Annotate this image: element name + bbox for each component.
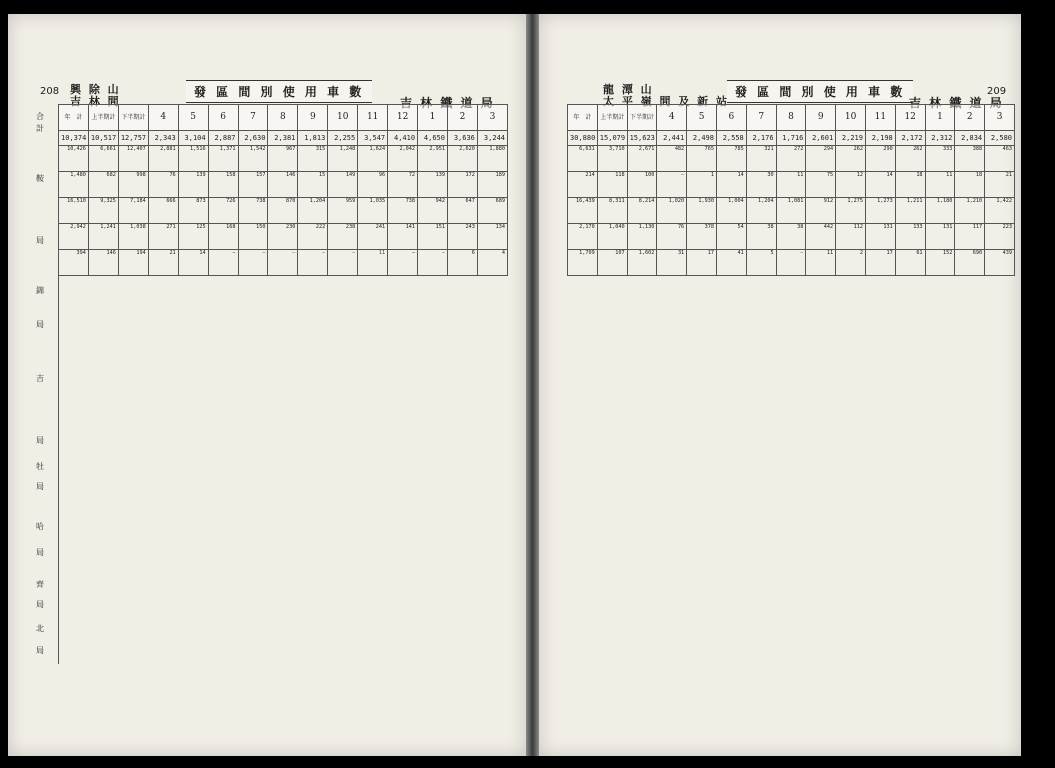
table-cell: 10,374 (59, 131, 89, 146)
table-cell: 11 (358, 250, 388, 276)
table-header-cell: 7 (238, 105, 268, 131)
table-cell: 223 (985, 224, 1015, 250)
right-table-title: 發 區 間 別 使 用 車 數 (727, 80, 913, 103)
left-row-group-labels (26, 104, 59, 664)
table-cell: 1,248 (328, 146, 358, 172)
table-cell: 4 (477, 250, 507, 276)
table-header-cell: 下半期計 (118, 105, 148, 131)
table-cell: 394 (59, 250, 89, 276)
table-cell: 1,930 (687, 198, 717, 224)
table-cell: 2,176 (746, 131, 776, 146)
table-cell: 11 (806, 250, 836, 276)
table-cell: 1,480 (59, 172, 89, 198)
left-group-label: 局 (36, 320, 44, 329)
table-cell: 321 (746, 146, 776, 172)
table-cell: 2,580 (985, 131, 1015, 146)
table-cell: 666 (148, 198, 178, 224)
table-cell: — (388, 250, 418, 276)
right-bureau-name: 吉 林 鐵 道 局 (909, 96, 1004, 110)
table-cell: 442 (806, 224, 836, 250)
table-cell: 241 (358, 224, 388, 250)
table-cell: 959 (328, 198, 358, 224)
table-cell: 998 (118, 172, 148, 198)
table-cell: 2,881 (148, 146, 178, 172)
table-header-cell: 8 (268, 105, 298, 131)
left-usage-table (58, 104, 508, 276)
table-cell: 1,273 (865, 198, 895, 224)
table-cell: 2,441 (657, 131, 687, 146)
table-cell: 2,834 (955, 131, 985, 146)
right-row-3 (568, 198, 1015, 224)
table-cell: 726 (208, 198, 238, 224)
table-cell: 54 (716, 224, 746, 250)
table-header-cell: 11 (358, 105, 388, 131)
table-cell: 2,601 (806, 131, 836, 146)
table-header-cell: 10 (836, 105, 866, 131)
table-cell: 146 (268, 172, 298, 198)
table-cell: 134 (477, 224, 507, 250)
table-cell: 107 (597, 250, 627, 276)
table-cell: 1,813 (298, 131, 328, 146)
table-cell: 30,880 (568, 131, 598, 146)
table-cell: 2,498 (687, 131, 717, 146)
table-cell: 14 (178, 250, 208, 276)
table-cell: 15,623 (627, 131, 657, 146)
table-cell: 1,516 (178, 146, 208, 172)
left-section-title: 興 除 山 吉 林 間 (70, 83, 121, 108)
table-cell: 290 (865, 146, 895, 172)
left-group-label: 局 (36, 646, 44, 655)
table-cell: 2,620 (447, 146, 477, 172)
table-header-cell: 4 (657, 105, 687, 131)
table-header-cell: 12 (388, 105, 418, 131)
table-cell: 222 (298, 224, 328, 250)
table-cell: 1,204 (298, 198, 328, 224)
table-cell: 41 (716, 250, 746, 276)
table-cell: 1,422 (985, 198, 1015, 224)
table-cell: 15,079 (597, 131, 627, 146)
table-cell: 262 (895, 146, 925, 172)
table-cell: 2,558 (716, 131, 746, 146)
table-cell: — (208, 250, 238, 276)
table-cell: 230 (268, 224, 298, 250)
table-cell: 150 (238, 224, 268, 250)
left-group-label: 牡 (36, 462, 44, 471)
table-cell: 100 (627, 172, 657, 198)
table-header-cell: 2 (955, 105, 985, 131)
table-cell: 6,661 (88, 146, 118, 172)
table-cell: 388 (955, 146, 985, 172)
table-cell: 262 (836, 146, 866, 172)
table-cell: 7,184 (118, 198, 148, 224)
table-cell: 243 (447, 224, 477, 250)
left-page-number: 208 (40, 86, 60, 97)
left-group-label: 局 (36, 548, 44, 557)
right-row-1 (568, 146, 1015, 172)
table-cell: 30 (746, 172, 776, 198)
table-cell: 172 (447, 172, 477, 198)
table-header-cell: 9 (298, 105, 328, 131)
left-group-label: 局 (36, 600, 44, 609)
table-cell: 139 (178, 172, 208, 198)
table-cell: 15 (298, 172, 328, 198)
table-cell: 2,887 (208, 131, 238, 146)
table-cell: 333 (925, 146, 955, 172)
table-cell: 439 (985, 250, 1015, 276)
table-header-cell: 年 計 (59, 105, 89, 131)
table-cell: 873 (178, 198, 208, 224)
table-cell: 1 (687, 172, 717, 198)
table-cell: 1,035 (358, 198, 388, 224)
table-cell: 75 (806, 172, 836, 198)
table-cell: 271 (148, 224, 178, 250)
table-cell: 10,426 (59, 146, 89, 172)
left-group-label: 北 (36, 624, 44, 633)
table-cell: 151 (418, 224, 448, 250)
table-header-cell: 8 (776, 105, 806, 131)
right-section-title: 龍 潭 山 太 平 嶺 間 及 新 站 (603, 83, 729, 108)
table-cell: 2,671 (627, 146, 657, 172)
table-cell: — (776, 250, 806, 276)
table-cell: 72 (388, 172, 418, 198)
table-cell: 682 (88, 172, 118, 198)
table-cell: 238 (328, 224, 358, 250)
table-cell: 76 (148, 172, 178, 198)
table-cell: 1,880 (477, 146, 507, 172)
table-cell: 647 (447, 198, 477, 224)
table-header-cell: 1 (418, 105, 448, 131)
table-cell: 2,172 (895, 131, 925, 146)
table-header-cell: 3 (477, 105, 507, 131)
table-header-cell: 10 (328, 105, 358, 131)
table-header-cell: 4 (148, 105, 178, 131)
left-row-2 (59, 172, 508, 198)
right-row-5 (568, 250, 1015, 276)
left-total-row (59, 131, 508, 146)
table-cell: 149 (328, 172, 358, 198)
table-cell: 1,004 (716, 198, 746, 224)
table-cell: — (657, 172, 687, 198)
table-cell: 1,040 (597, 224, 627, 250)
table-cell: 38 (776, 224, 806, 250)
left-row-4 (59, 224, 508, 250)
table-header-cell: 上半期計 (88, 105, 118, 131)
right-page-header (539, 70, 1021, 110)
table-header-cell: 7 (746, 105, 776, 131)
table-cell: 942 (418, 198, 448, 224)
table-cell: 315 (298, 146, 328, 172)
table-cell: 2,219 (836, 131, 866, 146)
table-cell: 3,547 (358, 131, 388, 146)
table-cell: 3,636 (447, 131, 477, 146)
table-header-cell: 1 (925, 105, 955, 131)
table-cell: 4,410 (388, 131, 418, 146)
left-group-label: 計 (36, 124, 44, 133)
table-cell: 765 (687, 146, 717, 172)
table-cell: 870 (268, 198, 298, 224)
table-cell: 11 (925, 172, 955, 198)
table-cell: 1,038 (118, 224, 148, 250)
table-cell: 738 (388, 198, 418, 224)
table-cell: 5 (746, 250, 776, 276)
table-cell: 4,650 (418, 131, 448, 146)
left-row-1 (59, 146, 508, 172)
table-cell: 2 (836, 250, 866, 276)
left-row-5 (59, 250, 508, 276)
table-cell: — (298, 250, 328, 276)
table-cell: 1,275 (836, 198, 866, 224)
table-cell: 2,312 (925, 131, 955, 146)
table-cell: 18 (895, 172, 925, 198)
table-cell: 9,325 (88, 198, 118, 224)
left-row-3 (59, 198, 508, 224)
table-cell: 8,214 (627, 198, 657, 224)
table-cell: 294 (806, 146, 836, 172)
table-cell: 146 (88, 250, 118, 276)
left-page-header (8, 70, 526, 110)
left-group-label: 局 (36, 236, 44, 245)
left-group-label: 合 (36, 112, 44, 121)
table-cell: 272 (776, 146, 806, 172)
table-cell: 2,042 (388, 146, 418, 172)
table-cell: 14 (865, 172, 895, 198)
table-cell: 21 (148, 250, 178, 276)
table-header-cell: 上半期計 (597, 105, 627, 131)
table-cell: 118 (597, 172, 627, 198)
book-gutter (526, 14, 539, 756)
table-cell: 8,311 (597, 198, 627, 224)
right-row-2 (568, 172, 1015, 198)
table-cell: 12,757 (118, 131, 148, 146)
table-cell: 12 (836, 172, 866, 198)
left-group-label: 齊 (36, 580, 44, 589)
left-group-label: 鞍 (36, 174, 44, 183)
table-cell: 2,170 (568, 224, 598, 250)
left-page (8, 14, 526, 756)
table-cell: 1,081 (776, 198, 806, 224)
table-cell: 1,210 (955, 198, 985, 224)
table-cell: 1,716 (776, 131, 806, 146)
table-cell: 1,542 (238, 146, 268, 172)
table-header-cell: 2 (447, 105, 477, 131)
table-cell: 1,709 (568, 250, 598, 276)
table-cell: 11 (776, 172, 806, 198)
table-cell: — (238, 250, 268, 276)
left-group-label: 吉 (36, 374, 44, 383)
table-cell: 378 (687, 224, 717, 250)
table-cell: 1,204 (746, 198, 776, 224)
table-cell: 168 (208, 224, 238, 250)
table-cell: 2,951 (418, 146, 448, 172)
table-cell: 14 (716, 172, 746, 198)
table-cell: 912 (806, 198, 836, 224)
table-header-cell: 12 (895, 105, 925, 131)
table-cell: 1,211 (895, 198, 925, 224)
table-cell: 125 (178, 224, 208, 250)
table-cell: 1,241 (88, 224, 118, 250)
table-cell: 1,602 (627, 250, 657, 276)
table-cell: 1,180 (925, 198, 955, 224)
left-bureau-name: 吉 林 鐵 道 局 (400, 96, 495, 110)
table-cell: 112 (836, 224, 866, 250)
table-cell: 1,020 (657, 198, 687, 224)
table-cell: 131 (865, 224, 895, 250)
table-cell: 482 (657, 146, 687, 172)
table-cell: 18 (955, 172, 985, 198)
table-cell: 157 (238, 172, 268, 198)
right-total-row (568, 131, 1015, 146)
table-cell: 967 (268, 146, 298, 172)
right-row-4 (568, 224, 1015, 250)
table-cell: 76 (657, 224, 687, 250)
table-cell: 141 (388, 224, 418, 250)
table-cell: 1,371 (208, 146, 238, 172)
table-cell: 31 (657, 250, 687, 276)
table-cell: 690 (955, 250, 985, 276)
table-cell: 2,198 (865, 131, 895, 146)
table-cell: 3,244 (477, 131, 507, 146)
table-header-cell: 6 (716, 105, 746, 131)
table-header-cell: 3 (985, 105, 1015, 131)
table-cell: 152 (925, 250, 955, 276)
right-page-number: 209 (987, 86, 1007, 97)
table-cell: 3,104 (178, 131, 208, 146)
table-header-cell: 11 (865, 105, 895, 131)
table-cell: 189 (477, 172, 507, 198)
table-cell: 12,407 (118, 146, 148, 172)
table-cell: 17 (865, 250, 895, 276)
table-cell: 10,517 (88, 131, 118, 146)
table-header-cell: 5 (687, 105, 717, 131)
table-cell: 2,255 (328, 131, 358, 146)
table-cell: 6 (447, 250, 477, 276)
left-group-label: 哈 (36, 522, 44, 531)
table-cell: 21 (985, 172, 1015, 198)
table-cell: 16,510 (59, 198, 89, 224)
table-cell: 131 (925, 224, 955, 250)
table-cell: — (268, 250, 298, 276)
table-cell: 158 (208, 172, 238, 198)
table-cell: 2,942 (59, 224, 89, 250)
table-header-cell: 5 (178, 105, 208, 131)
table-cell: 6,631 (568, 146, 598, 172)
table-cell: 738 (238, 198, 268, 224)
table-cell: 2,630 (238, 131, 268, 146)
table-cell: 96 (358, 172, 388, 198)
left-group-label: 局 (36, 482, 44, 491)
table-cell: 38 (746, 224, 776, 250)
table-cell: 17 (687, 250, 717, 276)
left-group-label: 錦 (36, 286, 44, 295)
table-cell: 117 (955, 224, 985, 250)
table-cell: 194 (118, 250, 148, 276)
table-cell: 1,130 (627, 224, 657, 250)
table-header-cell: 6 (208, 105, 238, 131)
table-cell: 689 (477, 198, 507, 224)
table-cell: 2,381 (268, 131, 298, 146)
table-cell: 61 (895, 250, 925, 276)
left-group-label: 局 (36, 436, 44, 445)
table-cell: 3,710 (597, 146, 627, 172)
left-table-title: 發 區 間 別 使 用 車 數 (186, 80, 372, 103)
table-cell: 139 (418, 172, 448, 198)
table-cell: 2,343 (148, 131, 178, 146)
right-usage-table (567, 104, 1015, 276)
table-header-cell: 下半期計 (627, 105, 657, 131)
table-cell: — (418, 250, 448, 276)
table-cell: 16,439 (568, 198, 598, 224)
table-cell: 463 (985, 146, 1015, 172)
table-cell: — (328, 250, 358, 276)
table-cell: 1,624 (358, 146, 388, 172)
table-cell: 133 (895, 224, 925, 250)
table-cell: 214 (568, 172, 598, 198)
right-page (539, 14, 1021, 756)
table-cell: 785 (716, 146, 746, 172)
table-header-cell: 9 (806, 105, 836, 131)
table-header-cell: 年 計 (568, 105, 598, 131)
